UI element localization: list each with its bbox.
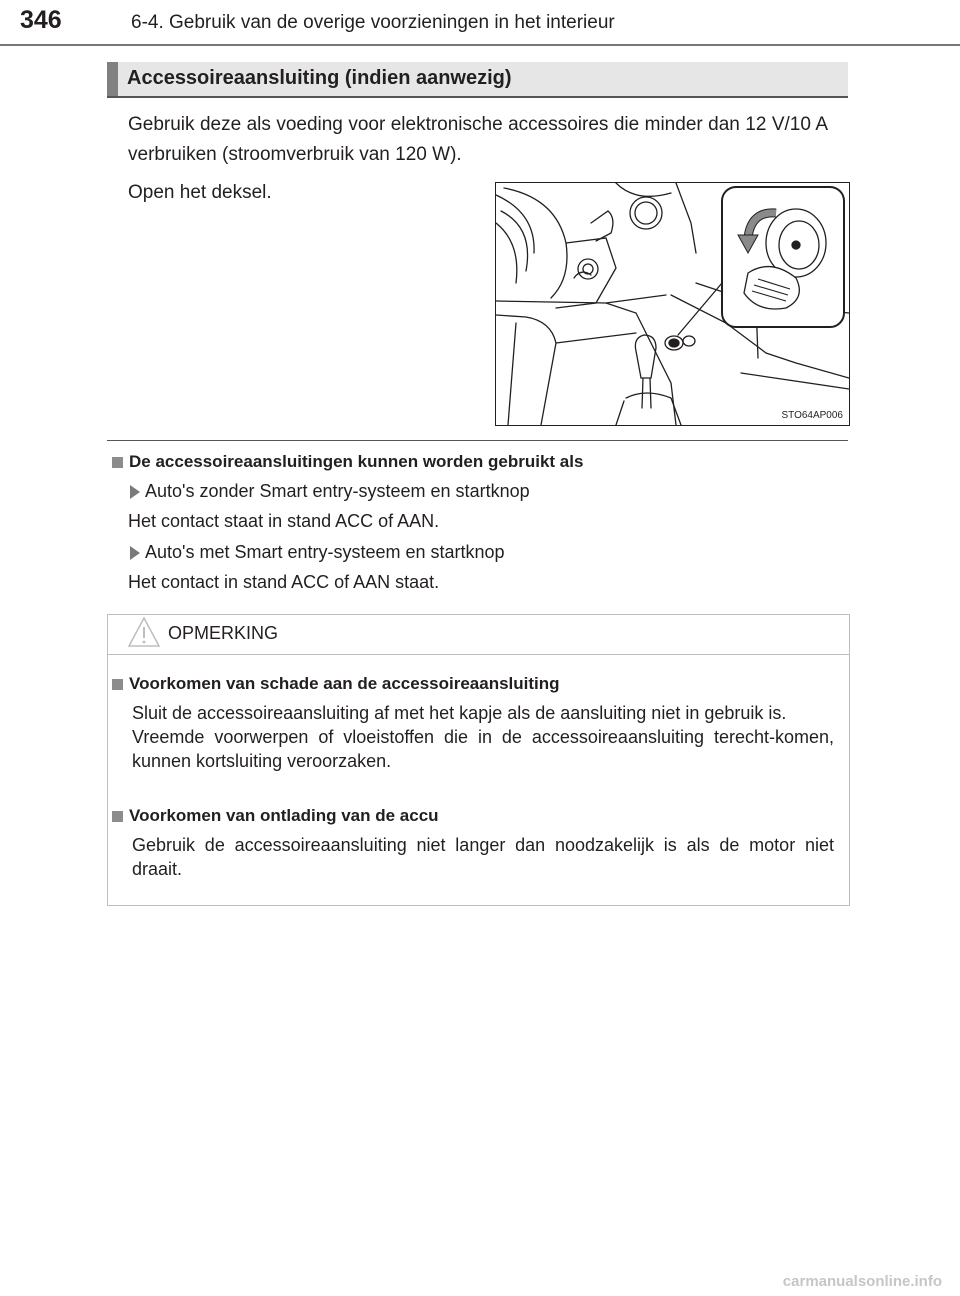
accessory-socket-illustration	[495, 182, 850, 426]
caution-title: OPMERKING	[168, 623, 279, 643]
triangle-bullet-icon	[130, 546, 140, 560]
watermark: carmanualsonline.info	[782, 1273, 942, 1290]
usage-item-text: Het contact staat in stand ACC of AAN.	[128, 511, 440, 531]
caution-item-heading	[112, 806, 439, 826]
usage-item-label: Auto's met Smart entry-systeem en startknop	[145, 542, 505, 562]
header-rule	[0, 44, 960, 46]
caution-paragraph: Vreemde voorwerpen of vloeistoffen die in de accessoireaansluiting terecht-komen, kunnen kortsluiting veroorzaken.	[132, 727, 834, 771]
caution-item-heading-text: Voorkomen van schade aan de accessoireaansluiting	[129, 674, 560, 693]
caution-paragraph: Sluit de accessoireaansluiting af met het kapje als de aansluiting niet in gebruik is.	[132, 703, 787, 723]
page-number: 346	[20, 6, 62, 34]
section-divider	[107, 440, 848, 441]
caution-item-heading-text: Voorkomen van ontlading van de accu	[129, 806, 439, 825]
section-title: Accessoireaansluiting (indien aanwezig)	[127, 67, 512, 89]
section-bar-accent	[107, 62, 118, 96]
caution-paragraph: Gebruik de accessoireaansluiting niet langer dan noodzakelijk is als de motor niet draait.	[132, 835, 834, 879]
triangle-bullet-icon	[130, 485, 140, 499]
usage-heading-text: De accessoireaansluitingen kunnen worden gebruikt als	[129, 452, 584, 471]
square-bullet-icon	[112, 457, 123, 468]
instruction-text: Open het deksel.	[128, 182, 272, 203]
usage-item-label: Auto's zonder Smart entry-systeem en startknop	[145, 481, 530, 501]
dashboard-drawing	[496, 183, 849, 425]
usage-heading	[112, 452, 583, 472]
caution-item-text	[132, 701, 834, 773]
image-code: STO64AP006	[781, 410, 843, 421]
section-heading-bar	[107, 62, 848, 98]
square-bullet-icon	[112, 679, 123, 690]
intro-text: Gebruik deze als voeding voor elektronische accessoires die minder dan 12 V/10 A verbruiken (stroomverbruik van 120 W).	[128, 114, 828, 165]
chapter-title: 6-4. Gebruik van de overige voorzieningen in het interieur	[131, 12, 615, 33]
warning-triangle-icon	[127, 616, 161, 648]
caution-item-heading	[112, 674, 560, 694]
usage-item-1	[130, 481, 530, 502]
square-bullet-icon	[112, 811, 123, 822]
usage-item-2	[130, 542, 505, 563]
caution-header-rule	[108, 654, 849, 655]
usage-item-text: Het contact in stand ACC of AAN staat.	[128, 572, 440, 592]
